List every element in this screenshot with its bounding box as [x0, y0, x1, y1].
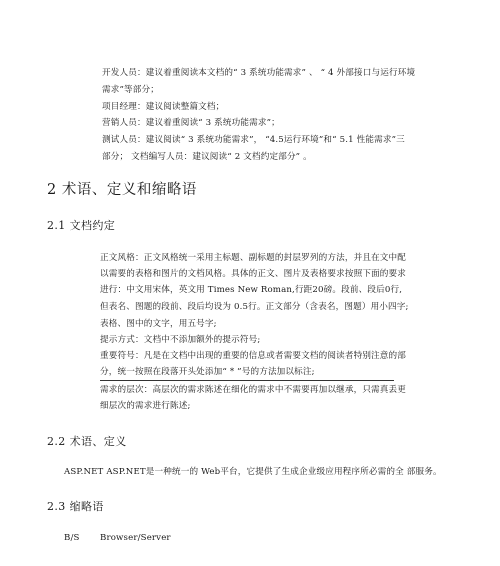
intro-line-4: 营销人员：建议着重阅读“ 3 系统功能需求”；: [102, 118, 280, 128]
intro-line-3: 项目经理：建议阅读整篇文档；: [102, 102, 225, 112]
conventions-line-4: 但表名、图题的段前、段后均设为 0.5行。正文部分（含表名，图题）用小四字;: [100, 302, 409, 312]
conventions-line-1: 正文风格：正文风格统一采用主标题、副标题的封层罗列的方法，并且在文中配: [100, 253, 407, 263]
abbreviation-term: B/S: [64, 533, 80, 543]
section-2-2-heading: 2.2 术语、定义: [47, 435, 127, 448]
section-2-heading: 2 术语、定义和缩略语: [47, 182, 197, 198]
intro-line-5: 测试人员：建议阅读“ 3 系统功能需求”， “4.5运行环境”和“ 5.1 性能需求”三: [102, 135, 405, 145]
intro-line-6: 部分； 文档编写人员：建议阅读“ 2 文档约定部分” 。: [102, 152, 312, 162]
conventions-line-6: 提示方式：文档中不添加额外的提示符号;: [100, 335, 261, 345]
section-2-3-heading: 2.3 缩略语: [47, 500, 104, 513]
conventions-line-8: 分，统一按照在段落开头处添加“ * ”号的方法加以标注;: [100, 367, 315, 377]
conventions-line-10: 细层次的需求进行陈述;: [100, 401, 191, 411]
divider-line: [100, 380, 394, 381]
abbreviation-expansion: Browser/Server: [100, 533, 171, 543]
term-definition-line: ASP.NET ASP.NET是一种统一的 Web平台，它提供了生成企业级应用程序所必需的全 部服务。: [64, 467, 442, 477]
conventions-line-5: 表格、图中的文字，用五号字;: [100, 319, 217, 329]
intro-line-1: 开发人员：建议着重阅读本文档的“ 3 系统功能需求” 、 “ 4 外部接口与运行环境: [102, 68, 416, 78]
intro-line-2: 需求”等部分；: [102, 85, 160, 95]
conventions-line-2: 以需要的表格和图片的文档风格。具体的正文、图片及表格要求按照下面的要求: [100, 269, 407, 279]
conventions-line-9: 需求的层次：高层次的需求陈述在细化的需求中不需要再加以继承，只需真丢更: [100, 385, 407, 395]
conventions-line-3: 进行：中文用宋体，英文用 Times New Roman,行距20磅。段前、段后0行,: [100, 285, 403, 295]
section-2-1-heading: 2.1 文档约定: [47, 219, 116, 232]
conventions-line-7: 重要符号：凡是在文档中出现的重要的信息或者需要文档的阅读者特别注意的部: [100, 351, 407, 361]
